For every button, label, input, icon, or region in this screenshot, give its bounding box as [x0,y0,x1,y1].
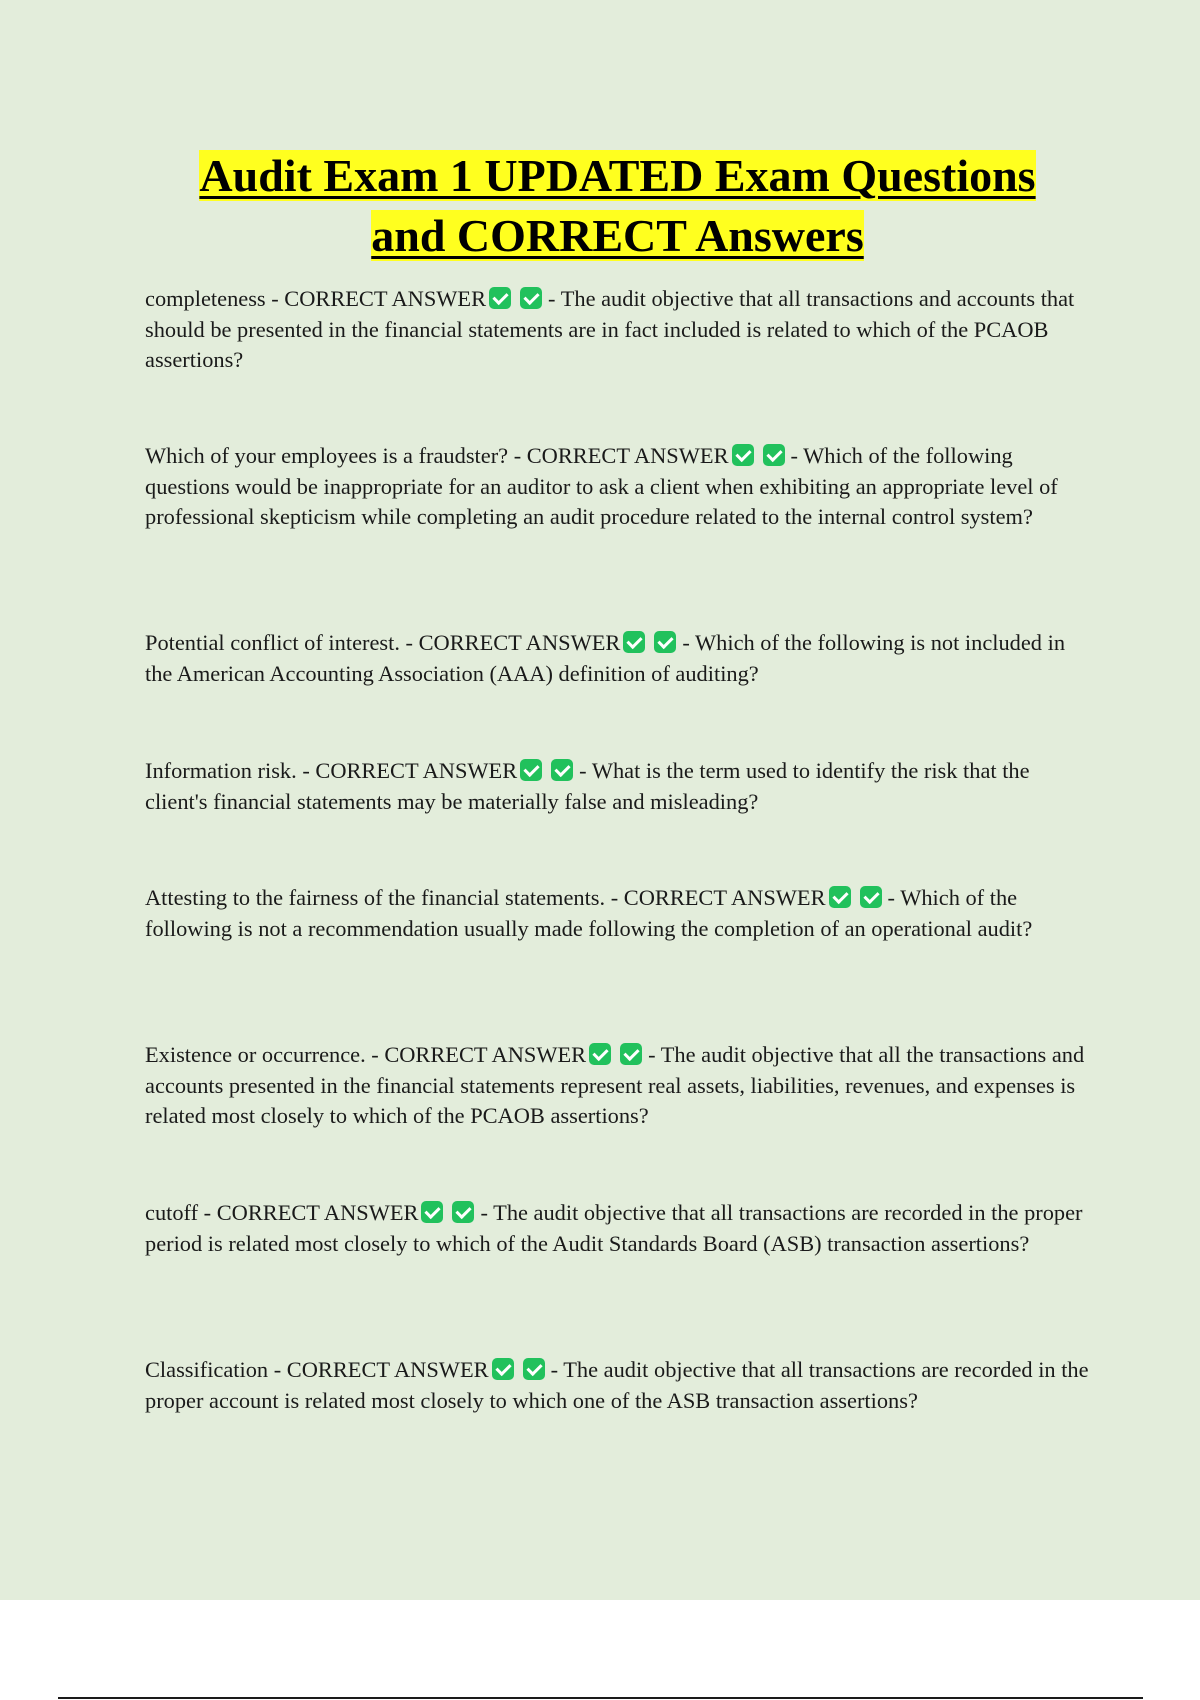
check-icon [492,1358,514,1380]
check-icon [620,1043,642,1065]
qa-item: Attesting to the fairness of the financial statements. - CORRECT ANSWER - Which of the following is not a recommendation usually made following the completion of an operational audit? [145,885,1033,941]
answer-text: Classification [145,1357,269,1382]
answer-marker: CORRECT ANSWER [284,286,487,311]
footer-divider [58,1697,1143,1699]
question-text: What is the term used to identify the risk that the client's financial statements may be materially false and misleading? [145,758,1030,814]
answer-marker: CORRECT ANSWER [286,1357,489,1382]
check-icon [623,631,645,653]
answer-marker: CORRECT ANSWER [418,630,621,655]
answer-text: Attesting to the fairness of the financial statements. [145,885,606,910]
check-icon [732,444,754,466]
check-icon [860,886,882,908]
question-text: The audit objective that all transactions are recorded in the proper account is related most closely to which one of the ASB transaction assertions? [145,1357,1089,1413]
question-text: Which of the following is not included in the American Accounting Association (AAA) definition of auditing? [145,630,1066,686]
answer-text: Potential conflict of interest. [145,630,400,655]
question-text: The audit objective that all the transactions and accounts presented in the financial statements represent real assets, liabilities, revenues, and expenses is related most closely to which of the PCAOB assertions? [145,1042,1085,1128]
title-line-1: Audit Exam 1 UPDATED Exam Questions [199,150,1036,201]
answer-marker: CORRECT ANSWER [623,885,826,910]
answer-text: completeness [145,286,266,311]
check-icon [551,759,573,781]
check-icon [763,444,785,466]
answer-text: Information risk. [145,758,297,783]
question-text: The audit objective that all transactions and accounts that should be presented in the financial statements are in fact included is related to which of the PCAOB assertions? [145,286,1075,372]
answer-marker: CORRECT ANSWER [384,1042,587,1067]
check-icon [589,1043,611,1065]
qa-item: cutoff - CORRECT ANSWER - The audit objective that all transactions are recorded in the proper period is related most closely to which of the Audit Standards Board (ASB) transaction assertions? [145,1200,1083,1256]
check-icon [654,631,676,653]
qa-item: Existence or occurrence. - CORRECT ANSWER - The audit objective that all the transactions and accounts presented in the financial statements represent real assets, liabilities, revenues, and expenses is related most closely to which of the PCAOB assertions? [145,1042,1085,1128]
question-text: The audit objective that all transactions are recorded in the proper period is related most closely to which of the Audit Standards Board (ASB) transaction assertions? [145,1200,1083,1256]
answer-text: Existence or occurrence. [145,1042,366,1067]
answer-marker: CORRECT ANSWER [526,443,729,468]
qa-item: Classification - CORRECT ANSWER - The audit objective that all transactions are recorded in the proper account is related most closely to which one of the ASB transaction assertions? [145,1357,1089,1413]
qa-item: Information risk. - CORRECT ANSWER - What is the term used to identify the risk that the client's financial statements may be materially false and misleading? [145,758,1030,814]
page-title [60,146,1175,266]
question-text: Which of the following is not a recommendation usually made following the completion of an operational audit? [145,885,1033,941]
qa-item: Potential conflict of interest. - CORRECT ANSWER - Which of the following is not included in the American Accounting Association (AAA) definition of auditing? [145,630,1066,686]
question-text: Which of the following questions would be inappropriate for an auditor to ask a client when exhibiting an appropriate level of professional skepticism while completing an audit procedure related to the internal control system? [145,443,1058,529]
qa-item: completeness - CORRECT ANSWER - The audit objective that all transactions and accounts that should be presented in the financial statements are in fact included is related to which of the PCAOB assertions? [145,286,1075,372]
title-line-2: and CORRECT Answers [371,210,864,261]
check-icon [523,1358,545,1380]
qa-item: Which of your employees is a fraudster? - CORRECT ANSWER - Which of the following questions would be inappropriate for an auditor to ask a client when exhibiting an appropriate level of professional skepticism while completing an audit procedure related to the internal control system? [145,443,1058,529]
check-icon [829,886,851,908]
answer-text: Which of your employees is a fraudster? [145,443,509,468]
answer-marker: CORRECT ANSWER [315,758,518,783]
check-icon [520,287,542,309]
answer-text: cutoff [145,1200,199,1225]
answer-marker: CORRECT ANSWER [216,1200,419,1225]
check-icon [421,1201,443,1223]
check-icon [489,287,511,309]
check-icon [452,1201,474,1223]
check-icon [520,759,542,781]
